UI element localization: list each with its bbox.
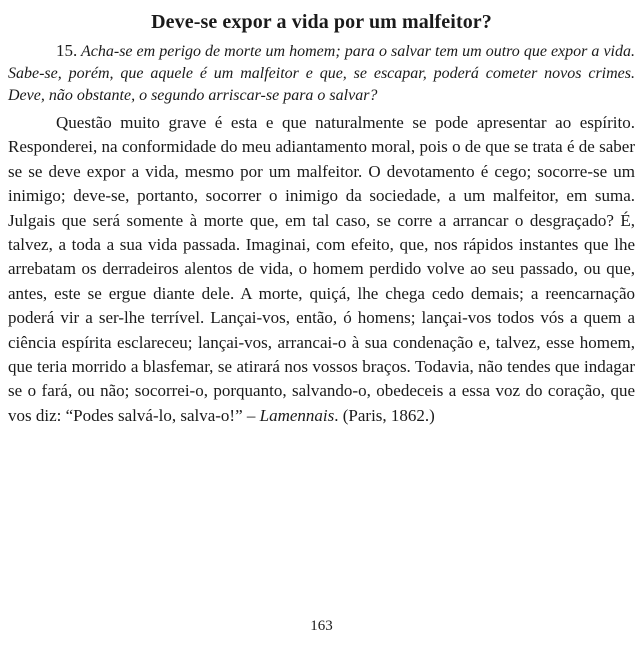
question-paragraph [8, 40, 635, 107]
book-page [8, 0, 635, 428]
answer-source: . (Paris, 1862.) [334, 405, 435, 425]
page-number: 163 [310, 618, 333, 634]
answer-body: Questão muito grave é esta e que naturalmente se pode apresentar ao espírito. Responderei, na conformidade do meu adiantamento moral, pois o de que se trata é de saber se se deve expor a vida, mesmo por um malfeitor. O devotamento é cego; socorre-se um inimigo; deve-se, portanto, socorrer o inimigo da sociedade, a um malfeitor, em suma. Julgais que será somente à morte que, em tal caso, se corre a arrancar o desgraçado? É, talvez, a toda a sua vida passada. Imaginai, com efeito, que, nos rápidos instantes que lhe arrebatam os derradeiros alentos de vida, o homem perdido volve ao seu passado, ou que, antes, este se ergue diante dele. A morte, quiçá, lhe chega cedo demais; a reencarnação poderá vir a ser-lhe terrível. Lançai-vos, então, ó homens; lançai-vos todos vós a quem a ciência espírita esclareceu; lançai-vos, arrancai-o à sua condenação e, talvez, esse homem, que teria morrido a blasfemar, se atirará nos vossos braços. Todavia, não tendes que indagar se o fará, ou não; socorrei-o, porquanto, salvando-o, obedeceis a essa voz do coração, que vos diz: “Podes salvá-lo, salva-o!” – [8, 113, 635, 425]
section-heading: Deve-se expor a vida por um malfeitor? [151, 11, 492, 33]
question-text: Acha-se em perigo de morte um homem; para o salvar tem um outro que expor a vida. Sabe-se, porém, que aquele é um malfeitor e que, se escapar, poderá cometer novos crimes. Deve, não obstante, o segundo arriscar-se para o salvar? [8, 43, 635, 104]
answer-author: Lamennais [259, 405, 335, 425]
answer-paragraph [8, 111, 635, 428]
question-number: 15. [56, 41, 78, 60]
